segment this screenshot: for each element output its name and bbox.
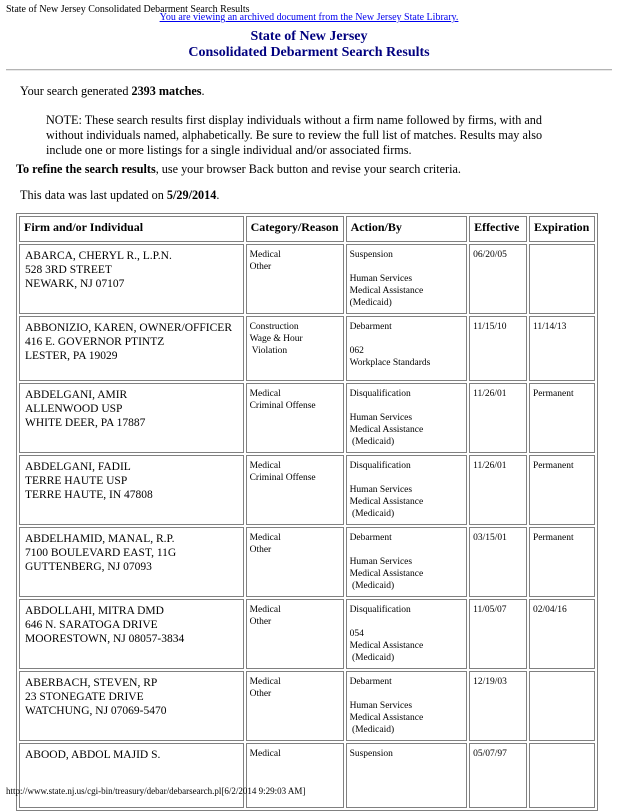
action-agency: Human Services (349, 557, 413, 567)
effective-date: 12/19/03 (469, 671, 527, 741)
firm-name: ABARCA, CHERYL R., L.P.N. (25, 250, 172, 262)
action-agency: (Medicaid) (349, 509, 395, 519)
category-line: Medical (249, 250, 281, 260)
category-cell (246, 599, 344, 669)
last-updated-prefix: This data was last updated on (20, 188, 167, 202)
firm-cell (19, 599, 244, 669)
firm-street: TERRE HAUTE USP (25, 475, 128, 487)
page-url-footer: http://www.state.nj.us/cgi-bin/treasury/debar/debarsearch.pl[6/2/2014 9:29:03 AM] (6, 786, 306, 796)
action-type: Debarment (349, 677, 392, 687)
last-updated (20, 188, 219, 203)
expiration-date: Permanent (529, 455, 595, 525)
firm-city: NEWARK, NJ 07107 (25, 278, 125, 290)
effective-date: 11/26/01 (469, 455, 527, 525)
last-updated-date: 5/29/2014 (166, 188, 217, 202)
firm-cell (19, 383, 244, 453)
category-line: Other (249, 545, 272, 555)
action-agency: Human Services (349, 274, 413, 284)
effective-date: 03/15/01 (469, 527, 527, 597)
action-spacer (350, 472, 464, 484)
category-line: Other (249, 262, 272, 272)
firm-street: 416 E. GOVERNOR PTINTZ (25, 336, 165, 348)
match-summary-suffix: . (201, 84, 205, 98)
category-line: Medical (249, 461, 281, 471)
expiration-date: Permanent (529, 383, 595, 453)
category-cell (246, 244, 344, 314)
firm-city: WATCHUNG, NJ 07069-5470 (25, 705, 167, 717)
action-type: Disqualification (349, 605, 411, 615)
table-header-row (19, 216, 595, 242)
action-agency: (Medicaid) (349, 437, 395, 447)
action-agency: Medical Assistance (349, 713, 424, 723)
expiration-date (529, 671, 595, 741)
category-line: Construction (249, 322, 299, 332)
category-line: Wage & Hour (249, 334, 303, 344)
action-agency: Human Services (349, 701, 413, 711)
action-agency: 054 (349, 629, 364, 639)
firm-city: MOORESTOWN, NJ 08057-3834 (25, 633, 185, 645)
action-spacer (350, 544, 464, 556)
category-line: Other (249, 617, 272, 627)
action-agency: (Medicaid) (349, 725, 395, 735)
firm-street: 7100 BOULEVARD EAST, 11G (25, 547, 177, 559)
action-agency: Human Services (349, 413, 413, 423)
action-spacer (350, 333, 464, 345)
category-line: Medical (249, 605, 281, 615)
archive-notice-link[interactable]: You are viewing an archived document from the New Jersey State Library. (159, 12, 459, 23)
table-row (19, 671, 595, 741)
expiration-date (529, 244, 595, 314)
firm-name: ABOOD, ABDOL MAJID S. (25, 749, 161, 761)
table-row (19, 244, 595, 314)
category-line: Medical (249, 389, 281, 399)
action-type: Suspension (349, 250, 393, 260)
firm-name: ABDELGANI, AMIR (25, 389, 128, 401)
action-cell (346, 743, 468, 808)
action-agency: Medical Assistance (349, 286, 424, 296)
column-header-effective: Effective (469, 216, 527, 242)
firm-street: 646 N. SARATOGA DRIVE (25, 619, 158, 631)
category-line: Criminal Offense (249, 473, 316, 483)
action-type: Disqualification (349, 461, 411, 471)
header-divider (6, 69, 612, 71)
action-cell (346, 244, 468, 314)
refine-instructions (16, 162, 461, 177)
action-agency: 062 (349, 346, 364, 356)
column-header-expiration: Expiration (529, 216, 595, 242)
action-type: Debarment (349, 533, 392, 543)
action-agency: Workplace Standards (349, 358, 431, 368)
column-header-firm: Firm and/or Individual (19, 216, 244, 242)
effective-date: 11/15/10 (469, 316, 527, 381)
effective-date: 05/07/97 (469, 743, 527, 808)
category-line: Criminal Offense (249, 401, 316, 411)
table-row (19, 316, 595, 381)
action-agency: (Medicaid) (349, 581, 395, 591)
category-line: Medical (249, 749, 281, 759)
category-cell (246, 527, 344, 597)
firm-city: GUTTENBERG, NJ 07093 (25, 561, 152, 573)
match-summary (20, 84, 205, 99)
debarment-results-table (16, 213, 598, 811)
firm-name: ABDELHAMID, MANAL, R.P. (25, 533, 175, 545)
category-line: Other (249, 689, 272, 699)
column-header-category: Category/Reason (246, 216, 344, 242)
table-row (19, 743, 595, 808)
table-row (19, 455, 595, 525)
table-row (19, 599, 595, 669)
table-row (19, 527, 595, 597)
action-cell (346, 455, 468, 525)
expiration-date: 02/04/16 (529, 599, 595, 669)
expiration-date (529, 743, 595, 808)
action-spacer (350, 688, 464, 700)
effective-date: 11/05/07 (469, 599, 527, 669)
column-header-action: Action/By (346, 216, 468, 242)
match-count: 2393 matches (131, 84, 202, 98)
table-row (19, 383, 595, 453)
action-cell (346, 383, 468, 453)
action-agency: (Medicaid) (349, 653, 395, 663)
category-line: Medical (249, 677, 281, 687)
firm-cell (19, 455, 244, 525)
refine-text: , use your browser Back button and revise your search criteria. (155, 162, 461, 176)
action-cell (346, 316, 468, 381)
action-cell (346, 599, 468, 669)
action-type: Suspension (349, 749, 393, 759)
action-spacer (350, 616, 464, 628)
action-agency: (Medicaid) (349, 298, 392, 308)
match-summary-prefix: Your search generated (20, 84, 132, 98)
action-cell (346, 671, 468, 741)
action-type: Disqualification (349, 389, 411, 399)
page-title-line-2: Consolidated Debarment Search Results (188, 45, 430, 60)
expiration-date: Permanent (529, 527, 595, 597)
firm-street: 528 3RD STREET (25, 264, 112, 276)
action-type: Debarment (349, 322, 392, 332)
firm-cell (19, 671, 244, 741)
action-spacer (350, 261, 464, 273)
action-agency: Medical Assistance (349, 497, 424, 507)
action-agency: Medical Assistance (349, 641, 424, 651)
action-agency: Medical Assistance (349, 425, 424, 435)
effective-date: 11/26/01 (469, 383, 527, 453)
firm-cell (19, 316, 244, 381)
firm-city: TERRE HAUTE, IN 47808 (25, 489, 153, 501)
refine-label: To refine the search results (16, 162, 156, 176)
category-cell (246, 743, 344, 808)
firm-cell (19, 244, 244, 314)
firm-name: ABERBACH, STEVEN, RP (25, 677, 158, 689)
firm-name: ABBONIZIO, KAREN, OWNER/OFFICER (25, 322, 232, 334)
page-title-line-1: State of New Jersey (250, 29, 368, 44)
results-note: NOTE: These search results first display individuals without a firm name followed by firms, with and without individuals named, alphabetically. Be sure to review the full list of matches. Results may also include one or more listings for a single individual and/or associated firms. (46, 113, 543, 157)
firm-name: ABDELGANI, FADIL (25, 461, 131, 473)
expiration-date: 11/14/13 (529, 316, 595, 381)
firm-name: ABDOLLAHI, MITRA DMD (25, 605, 164, 617)
action-spacer (350, 400, 464, 412)
category-cell (246, 455, 344, 525)
action-agency: Human Services (349, 485, 413, 495)
action-agency: Medical Assistance (349, 569, 424, 579)
category-cell (246, 383, 344, 453)
last-updated-suffix: . (216, 188, 220, 202)
firm-street: ALLENWOOD USP (25, 403, 123, 415)
firm-city: WHITE DEER, PA 17887 (25, 417, 146, 429)
page-title (0, 29, 618, 61)
firm-street: 23 STONEGATE DRIVE (25, 691, 144, 703)
category-line: Medical (249, 533, 281, 543)
effective-date: 06/20/05 (469, 244, 527, 314)
category-cell (246, 316, 344, 381)
category-cell (246, 671, 344, 741)
firm-city: LESTER, PA 19029 (25, 350, 118, 362)
action-cell (346, 527, 468, 597)
firm-cell (19, 527, 244, 597)
category-line: Violation (249, 346, 288, 356)
browser-tab-title: State of New Jersey Consolidated Debarment Search Results (6, 4, 250, 15)
firm-cell (19, 743, 244, 808)
